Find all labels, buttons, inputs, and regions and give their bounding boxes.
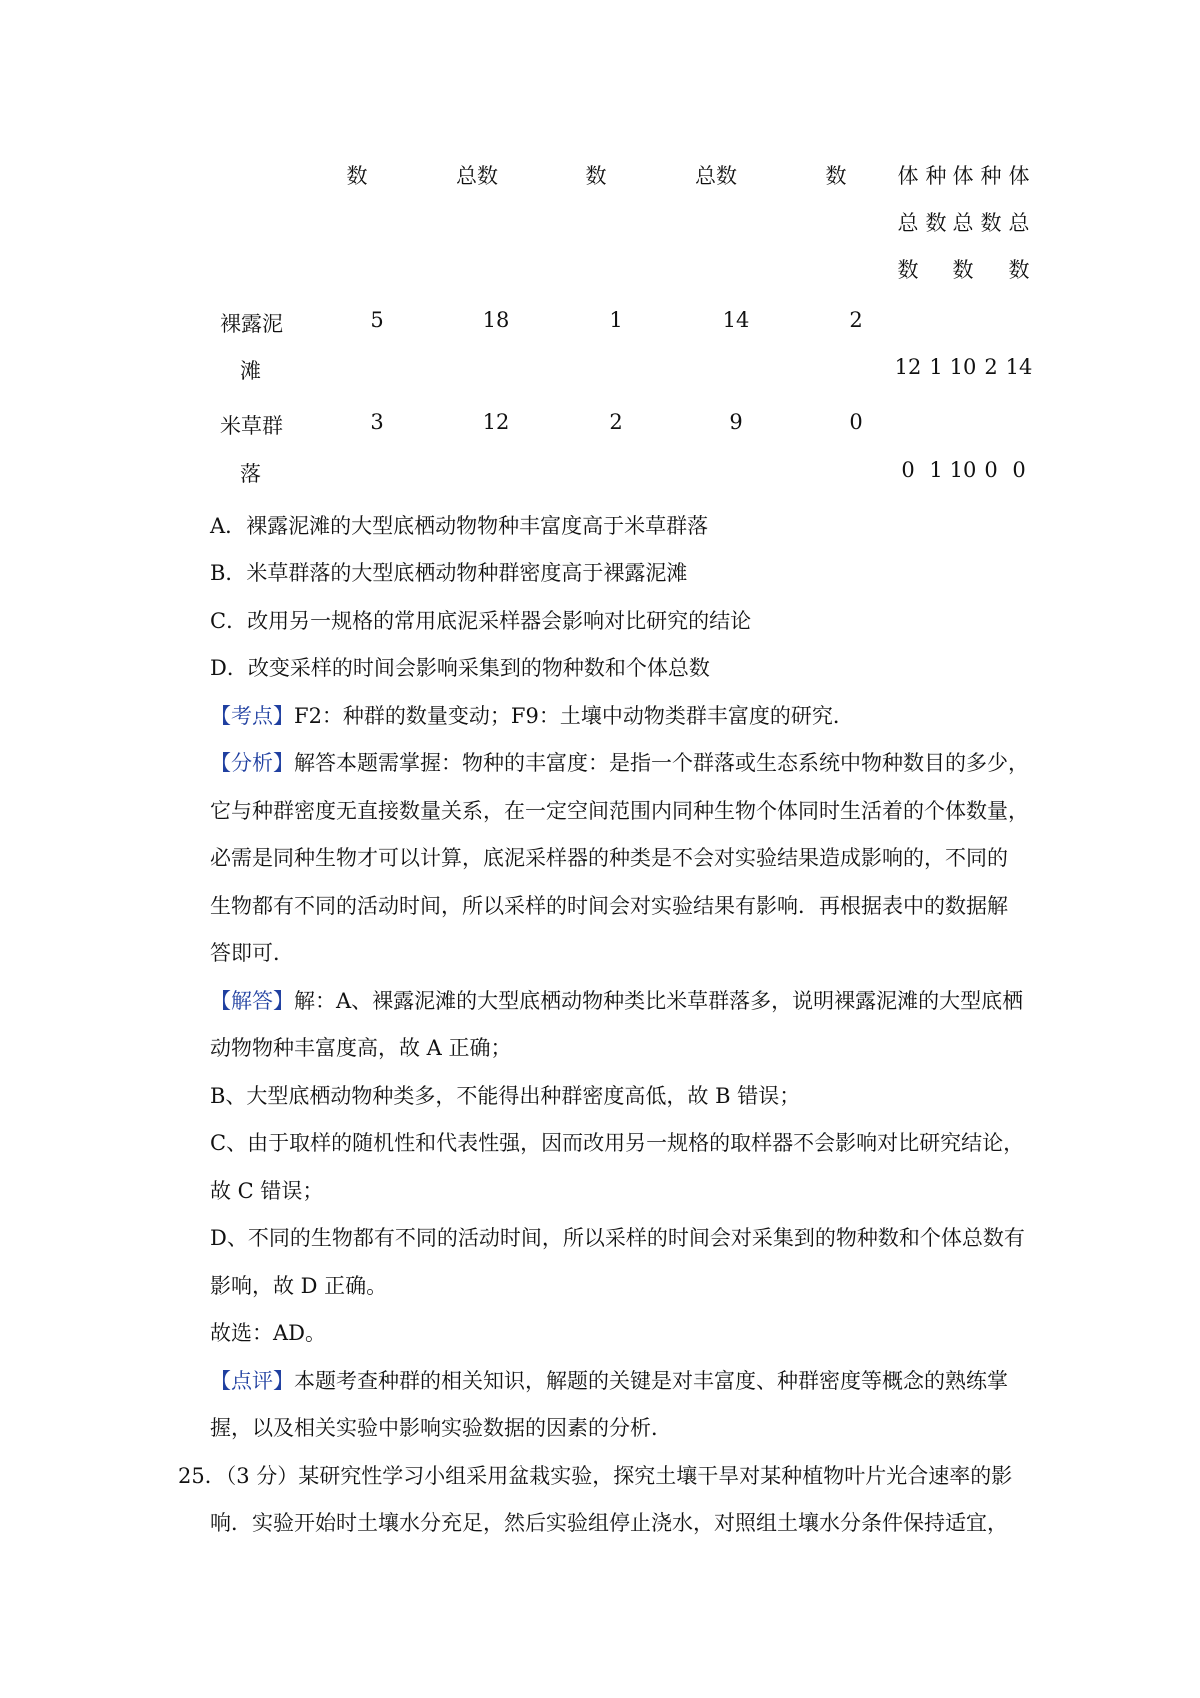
header-cell: 总数 (456, 164, 498, 188)
table-cell: 18 (482, 308, 510, 332)
jieda-line: 动物物种丰富度高，故 A 正确； (210, 1036, 512, 1060)
header-tail-cell: 体 (952, 164, 974, 188)
dianping-line: 握，以及相关实验中影响实验数据的因素的分析． (210, 1416, 672, 1440)
question-number: 25． (178, 1464, 226, 1488)
kaodian-section (210, 700, 854, 730)
question-25 (178, 1460, 1012, 1490)
header-tail-cell: 数 (980, 211, 1002, 235)
kaodian-text: F2：种群的数量变动；F9：土壤中动物类群丰富度的研究． (294, 704, 854, 728)
header-cell: 数 (585, 164, 607, 188)
jieda-line: 解：A、裸露泥滩的大型底栖动物种类比米草群落多，说明裸露泥滩的大型底栖 (294, 989, 1024, 1013)
jieda-line: D、不同的生物都有不同的活动时间，所以采样的时间会对采集到的物种数和个体总数有 (210, 1226, 1025, 1250)
header-cell: 数 (825, 164, 847, 188)
table-cell: 1 (609, 308, 623, 332)
table-cell: 3 (370, 410, 384, 434)
fenxi-line: 答即可． (210, 941, 294, 965)
kaodian-tag: 【考点】 (210, 704, 294, 728)
fenxi-section (210, 747, 1029, 777)
option-a: A．裸露泥滩的大型底栖动物物种丰富度高于米草群落 (210, 514, 709, 538)
header-cell: 数 (346, 164, 368, 188)
table-tail-cell: 0 (1012, 458, 1026, 482)
table-cell: 14 (722, 308, 750, 332)
table-cell: 2 (849, 308, 863, 332)
fenxi-line: 解答本题需掌握：物种的丰富度：是指一个群落或生态系统中物种数目的多少， (294, 751, 1029, 775)
table-cell: 0 (849, 410, 863, 434)
header-tail-cell: 数 (925, 211, 947, 235)
option-c: C．改用另一规格的常用底泥采样器会影响对比研究的结论 (210, 609, 752, 633)
jieda-line: B、大型底栖动物种类多，不能得出种群密度高低，故 B 错误； (210, 1084, 801, 1108)
jieda-line: 故选：AD。 (210, 1321, 327, 1345)
jieda-section (210, 985, 1023, 1015)
option-b: B．米草群落的大型底栖动物种群密度高于裸露泥滩 (210, 561, 688, 585)
dianping-section (210, 1365, 1008, 1395)
header-tail-cell: 数 (952, 258, 974, 282)
fenxi-line: 它与种群密度无直接数量关系，在一定空间范围内同种生物个体同时生活着的个体数量， (210, 799, 1029, 823)
table-tail-cell: 10 (949, 355, 977, 379)
header-tail-cell: 数 (1008, 258, 1030, 282)
header-tail-cell: 种 (925, 164, 947, 188)
table-tail-cell: 12 (894, 355, 922, 379)
fenxi-tag: 【分析】 (210, 751, 294, 775)
header-tail-cell: 体 (1008, 164, 1030, 188)
dianping-tag: 【点评】 (210, 1369, 294, 1393)
question-line: （3 分）某研究性学习小组采用盆栽实验，探究土壤干旱对某种植物叶片光合速率的影 (225, 1464, 1013, 1488)
table-cell: 2 (609, 410, 623, 434)
table-tail-cell: 0 (901, 458, 915, 482)
table-cell: 12 (482, 410, 510, 434)
header-tail-cell: 体 (897, 164, 919, 188)
row-label: 米草群 (220, 414, 283, 438)
table-tail-cell: 1 (929, 355, 943, 379)
table-cell: 5 (370, 308, 384, 332)
row-label: 滩 (240, 359, 261, 383)
option-d: D．改变采样的时间会影响采集到的物种数和个体总数 (210, 656, 710, 680)
header-cell: 总数 (695, 164, 737, 188)
table-tail-cell: 0 (984, 458, 998, 482)
table-tail-cell: 1 (929, 458, 943, 482)
dianping-line: 本题考查种群的相关知识，解题的关键是对丰富度、种群密度等概念的熟练掌 (294, 1369, 1008, 1393)
header-tail-cell: 总 (952, 211, 974, 235)
header-tail-cell: 种 (980, 164, 1002, 188)
table-tail-cell: 2 (984, 355, 998, 379)
header-tail-cell: 数 (897, 258, 919, 282)
header-tail-cell: 总 (897, 211, 919, 235)
jieda-tag: 【解答】 (210, 989, 294, 1013)
table-cell: 9 (729, 410, 743, 434)
jieda-line: C、由于取样的随机性和代表性强，因而改用另一规格的取样器不会影响对比研究结论， (210, 1131, 1025, 1155)
row-label: 落 (240, 462, 261, 486)
question-line: 响．实验开始时土壤水分充足，然后实验组停止浇水，对照组土壤水分条件保持适宜， (210, 1511, 1008, 1535)
table-tail-cell: 14 (1005, 355, 1033, 379)
table-tail-cell: 10 (949, 458, 977, 482)
header-tail-cell: 总 (1008, 211, 1030, 235)
fenxi-line: 生物都有不同的活动时间，所以采样的时间会对实验结果有影响．再根据表中的数据解 (210, 894, 1008, 918)
fenxi-line: 必需是同种生物才可以计算，底泥采样器的种类是不会对实验结果造成影响的，不同的 (210, 846, 1008, 870)
row-label: 裸露泥 (220, 312, 283, 336)
jieda-line: 影响，故 D 正确。 (210, 1274, 388, 1298)
jieda-line: 故 C 错误； (210, 1179, 324, 1203)
